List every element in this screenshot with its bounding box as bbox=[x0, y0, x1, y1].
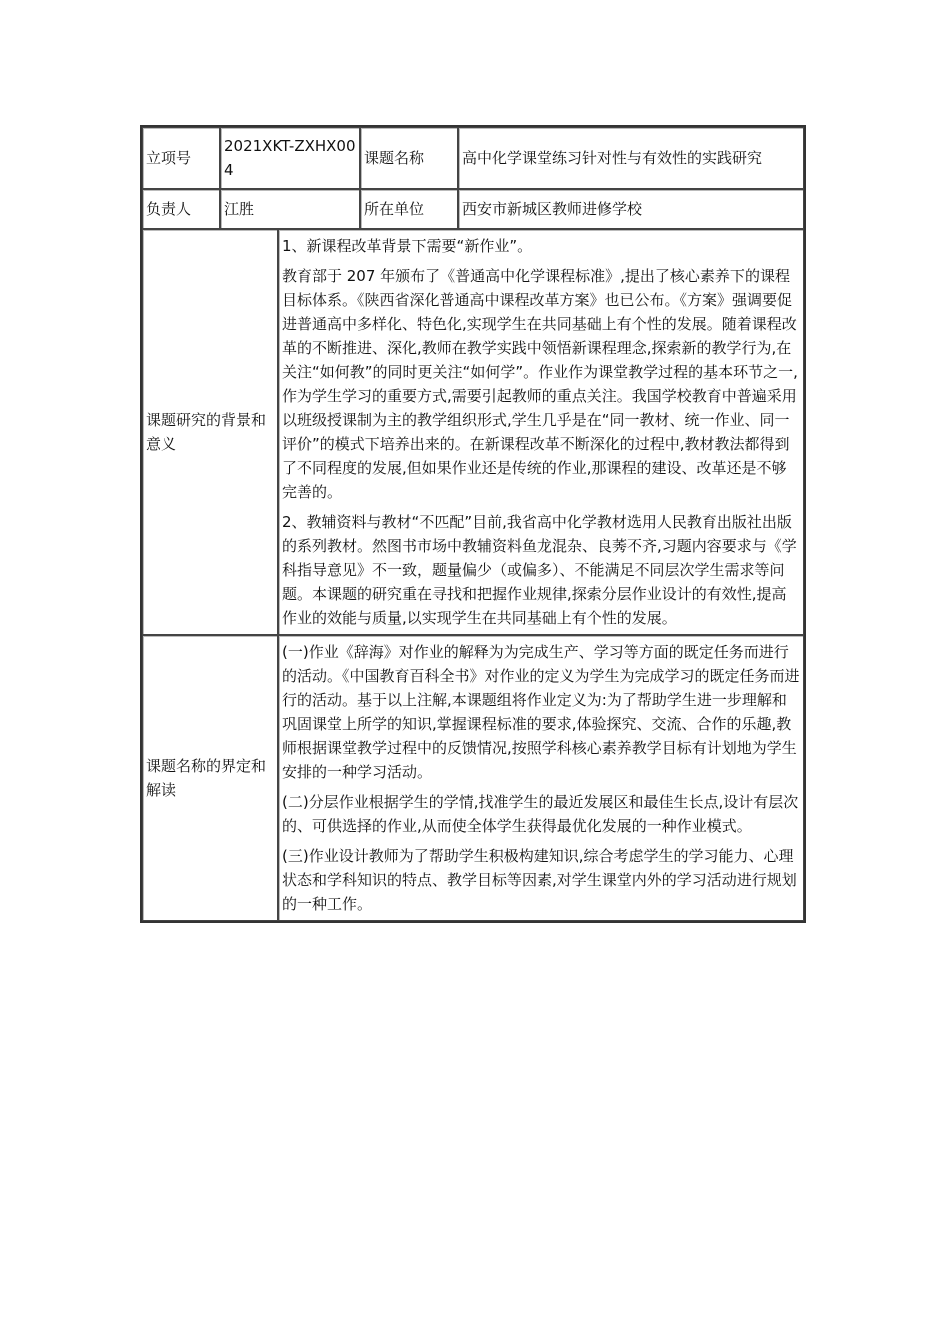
topic-name-value: 高中化学课堂练习针对性与有效性的实践研究 bbox=[458, 127, 804, 189]
project-info-table bbox=[140, 125, 806, 923]
leader-label: 负责人 bbox=[142, 189, 220, 229]
project-number-label: 立项号 bbox=[142, 127, 220, 189]
background-paragraph: 教育部于 207 年颁布了《普通高中化学课程标准》,提出了核心素养下的课程目标体系。《陕西省深化普通高中课程改革方案》也已公布。《方案》强调要促进普通高中多样化、特色化,实现学生在共同基础上有个性的发展。随着课程改革的不断推进、深化,教师在教学实践中领悟新课程理念,探索新的教学行为,在关注“如何教”的同时更关注“如何学”。作业作为课堂教学过程的基本环节之一,作为学生学习的重要方式,需要引起教师的重点关注。我国学校教育中普遍采用以班级授课制为主的教学组织形式,学生几乎是在“同一教材、统一作业、同一评价”的模式下培养出来的。在新课程改革不断深化的过程中,教材教法都得到了不同程度的发展,但如果作业还是传统的作业,那课程的建设、改革还是不够完善的。 bbox=[282, 267, 798, 501]
background-row bbox=[142, 229, 804, 635]
definition-row bbox=[142, 635, 804, 921]
background-content bbox=[278, 229, 804, 635]
topic-name-label: 课题名称 bbox=[360, 127, 458, 189]
background-paragraph: 1、新课程改革背景下需要“新作业”。 bbox=[282, 237, 533, 255]
definition-paragraph: (一)作业《辞海》对作业的解释为为完成生产、学习等方面的既定任务而进行的活动。《中国教育百科全书》对作业的定义为学生为完成学习的既定任务而进行的活动。基于以上注解,本课题组将作业定义为:为了帮助学生进一步理解和巩固课堂上所学的知识,掌握课程标准的要求,体验探究、交流、合作的乐趣,教师根据课堂教学过程中的反馈情况,按照学科核心素养教学目标有计划地为学生安排的一种学习活动。 bbox=[282, 643, 800, 781]
leader-value: 江胜 bbox=[220, 189, 360, 229]
unit-value: 西安市新城区教师进修学校 bbox=[458, 189, 804, 229]
definition-paragraph: (三)作业设计教师为了帮助学生积极构建知识,综合考虑学生的学习能力、心理状态和学科知识的特点、教学目标等因素,对学生课堂内外的学习活动进行规划的一种工作。 bbox=[282, 847, 797, 913]
project-number-value: 2021XKT-ZXHX004 bbox=[220, 127, 360, 189]
background-label: 课题研究的背景和意义 bbox=[142, 229, 278, 635]
unit-label: 所在单位 bbox=[360, 189, 458, 229]
leader-row bbox=[142, 189, 804, 229]
definition-label: 课题名称的界定和解读 bbox=[142, 635, 278, 921]
project-number-row bbox=[142, 127, 804, 189]
definition-content bbox=[278, 635, 804, 921]
definition-paragraph: (二)分层作业根据学生的学情,找准学生的最近发展区和最佳生长点,设计有层次的、可供选择的作业,从而使全体学生获得最优化发展的一种作业模式。 bbox=[282, 793, 799, 835]
background-paragraph: 2、教辅资料与教材“不匹配”目前,我省高中化学教材选用人民教育出版社出版的系列教材。然图书市场中教辅资料鱼龙混杂、良莠不齐,习题内容要求与《学科指导意见》不一致，题量偏少（或偏多）、不能满足不同层次学生需求等问题。本课题的研究重在寻找和把握作业规律,探索分层作业设计的有效性,提高作业的效能与质量,以实现学生在共同基础上有个性的发展。 bbox=[282, 513, 797, 627]
